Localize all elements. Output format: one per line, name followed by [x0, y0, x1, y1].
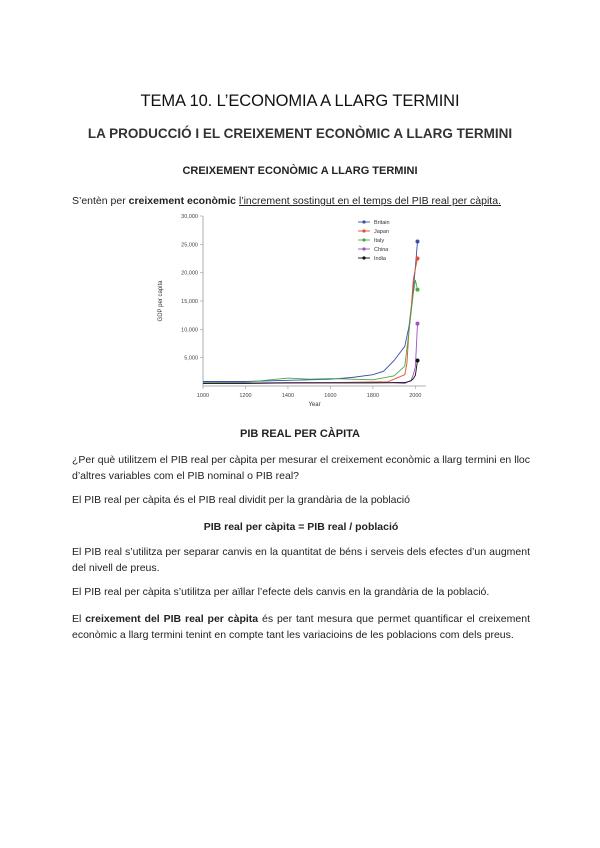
series-line-italy: [203, 280, 418, 383]
definition-prefix: S’entèn per: [72, 195, 129, 207]
legend-label-italy: Italy: [374, 238, 385, 244]
legend-label-britain: Britain: [374, 220, 390, 226]
legend-marker-japan: [362, 229, 365, 232]
legend-label-japan: Japan: [374, 229, 389, 235]
page-title: TEMA 10. L’ECONOMIA A LLARG TERMINI: [140, 92, 460, 110]
section-heading-growth: CREIXEMENT ECONÒMIC A LLARG TERMINI: [182, 165, 418, 177]
paragraph-population: El PIB real per càpita s’utilitza per aïllar l’efecte dels canvis en la grandària de la població.: [72, 586, 490, 598]
legend-marker-italy: [362, 238, 365, 241]
legend-marker-india: [362, 256, 365, 259]
legend-marker-china: [362, 247, 365, 250]
y-tick-label: 25,000: [181, 242, 198, 249]
series-line-japan: [203, 259, 418, 384]
paragraph-why-gdp: ¿Per què utilitzem el PIB real per càpita per mesurar el creixement econòmic a llarg termini en lloc d’altres variables com el PIB nominal o PIB real?: [72, 454, 530, 482]
definition-text: l’increment sostingut en el temps del PIB real per càpita.: [238, 195, 501, 207]
gdp-per-capita-chart: [148, 208, 438, 413]
series-endpoint-china: [416, 322, 420, 326]
definition-paragraph: [72, 193, 542, 209]
x-tick-label: 2000: [409, 393, 422, 399]
series-endpoint-japan: [416, 257, 420, 261]
x-tick-label: 1800: [366, 393, 380, 399]
y-axis-label: GDP per capita: [158, 280, 164, 322]
legend-label-china: China: [374, 247, 389, 253]
series-line-britain: [203, 242, 418, 382]
series-endpoint-italy: [416, 288, 420, 292]
x-tick-label: 1000: [196, 393, 210, 399]
formula: PIB real per càpita = PIB real / població: [203, 521, 399, 533]
x-tick-label: 1600: [324, 393, 337, 399]
series-endpoint-britain: [416, 240, 420, 244]
page-subtitle: LA PRODUCCIÓ I EL CREIXEMENT ECONÒMIC A LLARG TERMINI: [87, 126, 513, 141]
y-tick-label: 15,000: [181, 299, 198, 305]
y-tick-label: 20,000: [181, 270, 198, 277]
conclusion-rest: és per tant mesura que permet quantificar el creixement econòmic a llarg termini tenint en compte tant les variacioins de les poblacions com dels preus.: [72, 613, 530, 641]
paragraph-conclusion: [72, 611, 530, 643]
conclusion-bold: creixement del PIB real per càpita: [85, 613, 259, 625]
paragraph-real-gdp: El PIB real s’utilitza per separar canvis en la quantitat de béns i serveis dels efectes d’un augment del nivell de preus.: [72, 546, 530, 574]
series-line-china: [203, 324, 418, 384]
y-tick-label: 5,000: [184, 355, 198, 362]
section-heading-gdp-per-capita: PIB REAL PER CÀPITA: [240, 428, 360, 440]
paragraph-definition-gdp: El PIB real per càpita és el PIB real dividit per la grandària de la població: [72, 494, 410, 506]
chart-plot-group: [158, 214, 426, 408]
x-tick-label: 1200: [239, 393, 252, 399]
y-tick-label: 10,000: [181, 327, 198, 334]
y-tick-label: 30,000: [181, 214, 198, 220]
x-axis-label: Year: [308, 402, 321, 408]
legend-marker-britain: [362, 220, 365, 223]
definition-term: creixement econòmic: [128, 195, 237, 207]
conclusion-prefix: El: [72, 613, 86, 625]
legend-label-india: India: [374, 256, 386, 262]
series-endpoint-india: [416, 359, 420, 363]
x-tick-label: 1400: [281, 393, 295, 399]
